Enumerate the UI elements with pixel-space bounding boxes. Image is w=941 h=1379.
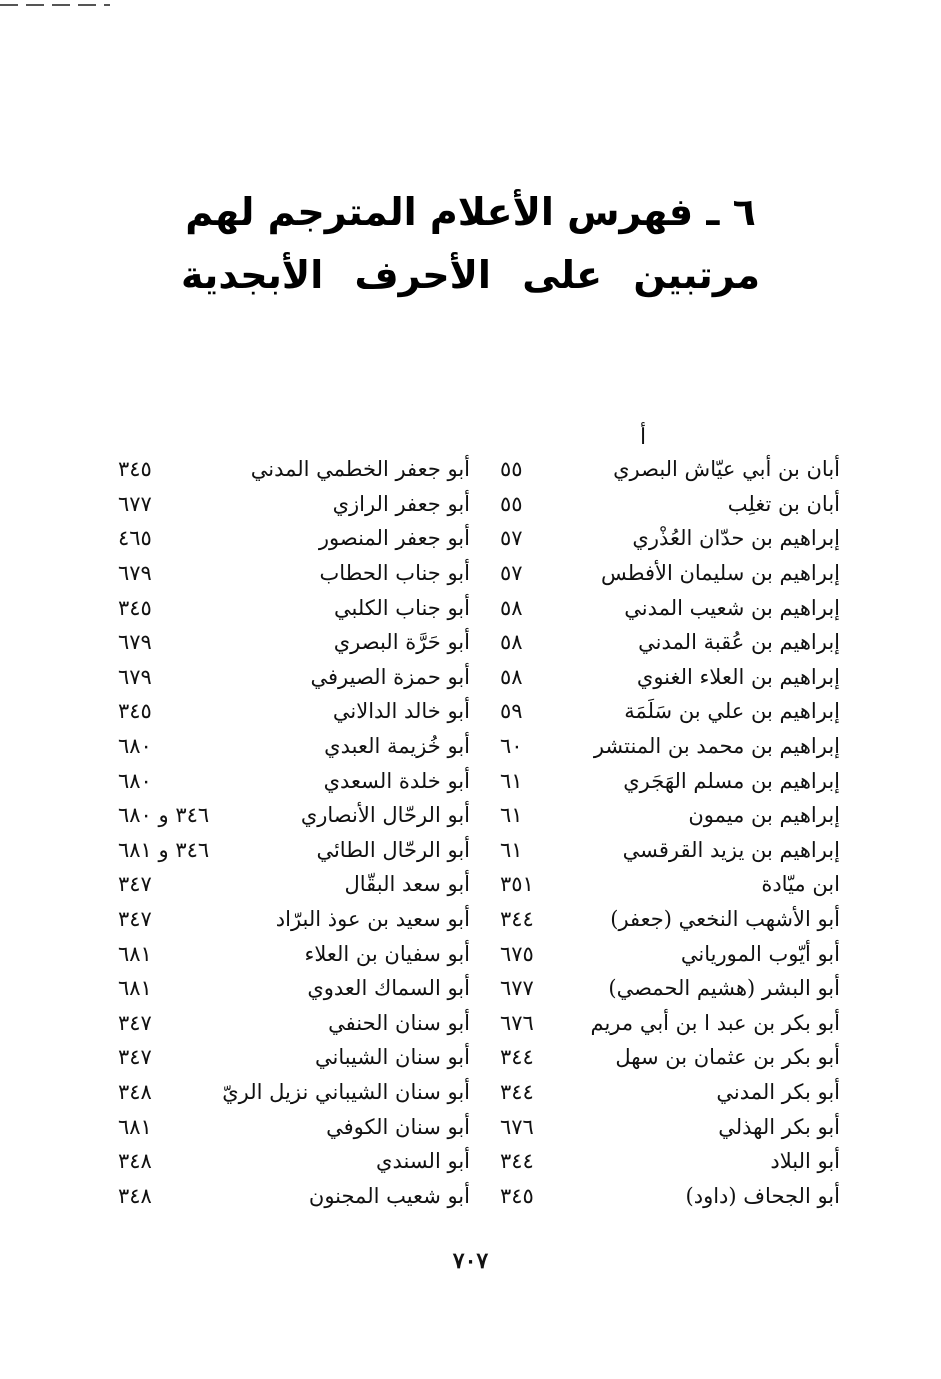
index-entry <box>500 729 840 764</box>
entry-page: ٦٧٦ <box>500 1114 534 1139</box>
entry-page: ٦٧٩ <box>118 664 152 689</box>
entry-name: أبو خلدة السعدي <box>323 768 470 793</box>
entry-name: أبو بكر الهذلي <box>718 1114 840 1139</box>
entry-name: أبو سنان الشيباني <box>314 1045 470 1070</box>
top-edge-dashes <box>0 4 110 6</box>
entry-name: أبو سنان الكوفي <box>326 1114 470 1139</box>
index-entry <box>118 521 470 556</box>
entry-name: إبراهيم بن ميمون <box>688 803 840 828</box>
entry-name: إبراهيم بن مسلم الهَجَري <box>623 768 840 793</box>
entry-page: ٥٥ <box>500 457 523 482</box>
entry-page: ٣٤٨ <box>118 1079 152 1104</box>
entry-page: ٣٤٤ <box>500 1045 534 1070</box>
entry-name: أبو بكر بن عبد ا بن أبي مريم <box>590 1010 840 1035</box>
entry-name: أبان بن تغلِب <box>727 491 840 516</box>
index-entry <box>118 729 470 764</box>
entry-name: أبو جعفر الخطمي المدني <box>250 457 470 482</box>
entry-name: أبو السندي <box>376 1149 470 1174</box>
entry-page: ٣٤٧ <box>118 907 152 932</box>
entry-name: إبراهيم بن عُقبة المدني <box>638 630 840 655</box>
index-entry <box>118 798 470 833</box>
entry-page: ٦١ <box>500 803 523 828</box>
entry-page: ٦٧٧ <box>118 491 152 516</box>
entry-page: ٣٤٨ <box>118 1183 152 1208</box>
entry-page: ٦٧٦ <box>500 1010 534 1035</box>
entry-page: ٥٧ <box>500 526 523 551</box>
entry-name: أبو سنان الشيباني نزيل الريّ <box>222 1079 470 1104</box>
entry-name: أبو سنان الحنفي <box>328 1010 470 1035</box>
entry-name: أبو الرحّال الأنصاري <box>300 803 470 828</box>
index-entry <box>500 971 840 1006</box>
entry-name: أبو جناب الكلبي <box>334 595 470 620</box>
entry-name: إبراهيم بن العلاء الغنوي <box>636 664 840 689</box>
index-entry <box>118 556 470 591</box>
entry-name: أبو الأشهب النخعي (جعفر) <box>610 907 840 932</box>
entry-name: إبراهيم بن محمد بن المنتشر <box>593 734 840 759</box>
entry-name: أبو جعفر المنصور <box>318 526 470 551</box>
entry-name: أبو حَرَّة البصري <box>333 630 470 655</box>
entry-page: ٣٤٨ <box>118 1149 152 1174</box>
index-column-right <box>500 452 840 1213</box>
entry-page: ٣٤٦ و ٦٨١ <box>118 837 210 862</box>
entry-page: ٣٥١ <box>500 872 534 897</box>
entry-page: ٣٤٥ <box>500 1183 534 1208</box>
index-entry <box>118 660 470 695</box>
index-column-left <box>118 452 470 1213</box>
entry-page: ٥٧ <box>500 561 523 586</box>
index-entry <box>118 1075 470 1110</box>
entry-name: أبو الرحّال الطائي <box>316 837 470 862</box>
entry-page: ٣٤٧ <box>118 1010 152 1035</box>
entry-page: ٦٨١ <box>118 941 152 966</box>
index-entry <box>500 556 840 591</box>
index-entry <box>500 660 840 695</box>
entry-name: أبو شعيب المجنون <box>308 1183 470 1208</box>
section-letter: أ <box>640 425 647 450</box>
entry-page: ٥٨ <box>500 595 523 620</box>
entry-page: ٣٤٥ <box>118 457 152 482</box>
page-number: ٧٠٧ <box>452 1248 489 1274</box>
index-entry <box>500 1144 840 1179</box>
index-entry <box>118 1144 470 1179</box>
entry-page: ٥٨ <box>500 664 523 689</box>
index-subtitle: مرتبين على الأحرف الأبجدية <box>181 253 760 297</box>
index-entry <box>118 487 470 522</box>
entry-name: أبو خُزيمة العبدي <box>324 734 470 759</box>
entry-page: ٣٤٥ <box>118 699 152 724</box>
index-entry <box>500 1075 840 1110</box>
entry-name: ابن ميّادة <box>761 872 840 897</box>
entry-page: ٣٤٤ <box>500 907 534 932</box>
index-entry <box>118 1040 470 1075</box>
entry-name: أبو حمزة الصيرفي <box>310 664 470 689</box>
entry-page: ٣٤٦ و ٦٨٠ <box>118 803 210 828</box>
entry-page: ٦٠ <box>500 734 523 759</box>
entry-name: أبو جعفر الرازي <box>332 491 470 516</box>
entry-name: أبو البشر (هشيم الحمصي) <box>608 976 840 1001</box>
index-entry <box>500 833 840 868</box>
entry-page: ٦٧٩ <box>118 561 152 586</box>
index-title: ٦ ـ فهرس الأعلام المترجم لهم <box>185 190 756 234</box>
entry-name: أبو سفيان بن العلاء <box>304 941 470 966</box>
entry-page: ٥٨ <box>500 630 523 655</box>
entry-page: ٣٤٥ <box>118 595 152 620</box>
index-entry <box>500 902 840 937</box>
index-entry <box>500 936 840 971</box>
entry-name: أبو سعيد بن عوذ البرّاد <box>275 907 470 932</box>
entry-page: ٣٤٧ <box>118 872 152 897</box>
index-entry <box>500 625 840 660</box>
index-entry <box>118 902 470 937</box>
index-entry <box>118 763 470 798</box>
index-entry <box>500 590 840 625</box>
index-entry <box>118 971 470 1006</box>
index-entry <box>500 487 840 522</box>
index-entry <box>118 1178 470 1213</box>
index-entry <box>500 1178 840 1213</box>
entry-page: ٥٩ <box>500 699 523 724</box>
index-entry <box>500 867 840 902</box>
entry-page: ٤٦٥ <box>118 526 152 551</box>
entry-name: أبو خالد الدالاني <box>332 699 470 724</box>
entry-page: ٥٥ <box>500 491 523 516</box>
entry-name: أبو البلاد <box>770 1149 840 1174</box>
entry-page: ٦١ <box>500 768 523 793</box>
index-entry <box>500 763 840 798</box>
entry-name: إبراهيم بن يزيد القرقسي <box>622 837 840 862</box>
entry-page: ٣٤٤ <box>500 1149 534 1174</box>
entry-name: أبو سعد البقّال <box>344 872 470 897</box>
entry-page: ٦١ <box>500 837 523 862</box>
entry-name: إبراهيم بن شعيب المدني <box>624 595 840 620</box>
entry-page: ٣٤٧ <box>118 1045 152 1070</box>
entry-page: ٦٨٠ <box>118 734 152 759</box>
index-entry <box>118 452 470 487</box>
entry-name: أبو الجحاف (داود) <box>685 1183 840 1208</box>
entry-name: أبو جناب الحطاب <box>319 561 470 586</box>
index-entry <box>500 452 840 487</box>
index-entry <box>500 1006 840 1041</box>
index-entry <box>500 1109 840 1144</box>
entry-name: أبو بكر بن عثمان بن سهل <box>615 1045 840 1070</box>
entry-page: ٦٨١ <box>118 976 152 1001</box>
entry-page: ٦٧٥ <box>500 941 534 966</box>
entry-page: ٦٨١ <box>118 1114 152 1139</box>
index-entry <box>118 867 470 902</box>
index-entry <box>118 936 470 971</box>
entry-page: ٦٨٠ <box>118 768 152 793</box>
index-entry <box>500 521 840 556</box>
entry-name: أبو السماك العدوي <box>307 976 470 1001</box>
entry-name: أبو أيّوب المورياني <box>680 941 840 966</box>
index-entry <box>118 625 470 660</box>
entry-page: ٣٤٤ <box>500 1079 534 1104</box>
entry-name: إبراهيم بن علي بن سَلَمَة <box>624 699 840 724</box>
index-entry <box>118 1109 470 1144</box>
index-entry <box>118 833 470 868</box>
entry-name: أبان بن أبي عيّاش البصري <box>613 457 840 482</box>
index-entry <box>500 694 840 729</box>
index-entry <box>500 798 840 833</box>
index-entry <box>118 1006 470 1041</box>
entry-name: أبو بكر المدني <box>716 1079 840 1104</box>
entry-name: إبراهيم بن حدّان العُذْري <box>632 526 840 551</box>
entry-name: إبراهيم بن سليمان الأفطس <box>600 561 840 586</box>
index-entry <box>500 1040 840 1075</box>
index-entry <box>118 694 470 729</box>
entry-page: ٦٧٧ <box>500 976 534 1001</box>
index-entry <box>118 590 470 625</box>
entry-page: ٦٧٩ <box>118 630 152 655</box>
